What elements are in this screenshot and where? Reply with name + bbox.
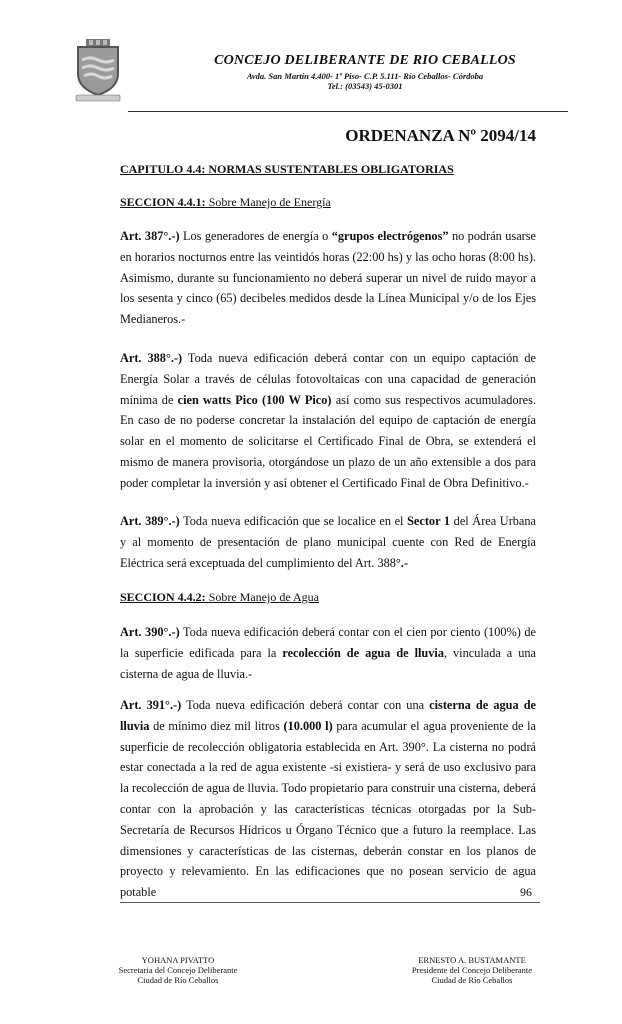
article-emphasis: cien watts Pico (100 W Pico) [177,392,332,407]
article-text: no podrán usarse en horarios nocturnos entre las veintidós horas (22:00 hs) y las ocho horas (8:00 hs). Asimismo, durante su funcionamiento no deberá superar un nivel de ruido mayor a los sesenta y cinco (65) decibeles medidos desde la Línea Municipal y/o de los Ejes Medianeros.- [120,229,536,327]
article-label: Art. 388°.-) [120,351,183,365]
article-label: Art. 390°.-) [120,625,180,639]
section-title: Sobre Manejo de Energía [205,195,331,209]
signer-role: Secretaria del Concejo Deliberante [118,965,238,975]
article-emphasis: cisterna de agua de lluvia [120,698,536,733]
article-label: Art. 387°.-) [120,229,180,243]
article-text: Toda nueva edificación que se localice en el [179,514,408,528]
article-emphasis: °.- [395,555,408,570]
section-code: SECCION 4.4.1: [120,195,206,209]
article-391 [120,695,536,903]
section-heading-water [120,590,319,605]
article-text: Los generadores de energía o [179,229,332,243]
section-code: SECCION 4.4.2: [120,590,206,604]
signer-name: YOHANA PIVATTO [141,955,215,965]
article-text: Toda nueva edificación deberá contar con un equipo captación de Energía Solar a través de células fotovoltaicas con una capacidad de generación mínima de [120,351,536,407]
section-title: Sobre Manejo de Agua [205,590,319,604]
article-label: Art. 389°.-) [120,514,180,528]
article-388 [120,348,536,494]
article-text: Toda nueva edificación deberá contar con el cien por ciento (100%) de la superficie edificada para la [120,625,536,660]
signature-block-secretary [78,955,278,985]
council-address: Avda. San Martín 4.400- 1º Piso- C.P. 5.111- Río Ceballos- Córdoba [246,71,484,81]
article-389 [120,511,536,573]
council-phone: Tel.: (03543) 45-0301 [327,81,403,91]
article-emphasis: recolección de agua de lluvia [282,645,444,660]
municipal-crest-icon [72,38,124,102]
article-label: Art. 391°.-) [120,698,182,712]
page-number: 96 [520,885,532,899]
ordinance-number: ORDENANZA Nº 2094/14 [345,126,536,145]
article-text: de mínimo diez mil litros [149,718,284,733]
signer-place: Ciudad de Río Ceballos [137,975,219,985]
article-390 [120,622,536,684]
signer-role: Presidente del Concejo Deliberante [411,965,533,975]
article-text: así como sus respectivos acumuladores. En caso de no poderse concretar la instalación del equipo de captación de energía solar en el momento de solicitarse el Certificado Final de Obra, se extenderá el mismo de manera provisoria, otorgándose un plazo de un año extensible a dos para poder completar la inversión y así obtener el Certificado Final de Obra Definitivo.- [120,392,537,490]
article-emphasis: (10.000 l) [283,718,333,733]
header-divider [128,111,568,112]
article-text: para acumular el agua proveniente de la superficie de recolección obligatoria establecida en Art. 390°. La cisterna no podrá estar conectada a la red de agua existente -si existiera- y será de uso exclusivo para la recolección de agua de lluvia. Todo propietario para construir una cisterna, deberá contar con la aprobación y las características técnicas otorgadas por la Sub-Secretaría de Recursos Hídricos u Órgano Técnico que a futuro la reemplace. Las dimensiones y características de las cisternas, deberán constar en los planos de proyecto y relevamiento. En las edificaciones que no posean servicio de agua potable [120,718,537,900]
article-387 [120,226,536,330]
signer-name: ERNESTO A. BUSTAMANTE [418,955,526,965]
signer-place: Ciudad de Río Ceballos [431,975,513,985]
council-name: CONCEJO DELIBERANTE DE RIO CEBALLOS [214,53,516,68]
article-text: Toda nueva edificación deberá contar con una [181,698,430,712]
article-emphasis: Sector 1 [407,514,451,528]
signature-block-president [372,955,572,985]
chapter-heading: CAPITULO 4.4: NORMAS SUSTENTABLES OBLIGATORIAS [120,162,454,176]
footer-divider [120,902,540,903]
section-heading-energy [120,195,331,210]
article-text: , vinculada a una cisterna de agua de lluvia.- [120,645,536,681]
article-text: del Área Urbana y al momento de presentación de plano municipal cuente con Red de Energía Eléctrica será exceptuada del cumplimiento del Art. 388 [120,514,536,570]
article-emphasis: “grupos electrógenos” [331,229,449,243]
